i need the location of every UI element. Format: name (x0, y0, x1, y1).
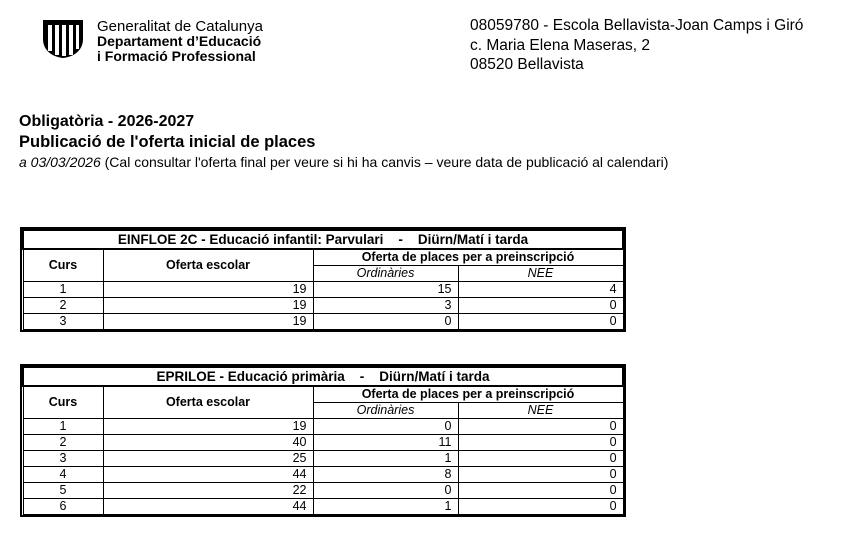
organization-name (97, 19, 263, 64)
cell-nee: 0 (458, 419, 623, 435)
cell-nee: 0 (458, 435, 623, 451)
col-oferta-header: Oferta escolar (103, 249, 313, 282)
note-date: a 03/03/2026 (19, 154, 101, 170)
cell-oferta: 40 (103, 435, 313, 451)
cell-oferta: 19 (103, 282, 313, 298)
col-ordinaries-header: Ordinàries (313, 266, 458, 282)
table-row (23, 499, 623, 515)
cell-oferta: 22 (103, 483, 313, 499)
table-title: EINFLOE 2C - Educació infantil: Parvulari - Diürn/Matí i tarda (23, 230, 623, 249)
cell-curs: 1 (23, 419, 103, 435)
col-nee-header: NEE (458, 266, 623, 282)
cell-curs: 2 (23, 435, 103, 451)
address-line-1: 08059780 - Escola Bellavista-Joan Camps i Giró (470, 17, 804, 34)
cell-curs: 4 (23, 467, 103, 483)
cell-nee: 0 (458, 483, 623, 499)
col-nee-header: NEE (458, 403, 623, 419)
cell-ordinaries: 3 (313, 298, 458, 314)
col-curs-header: Curs (23, 249, 103, 282)
school-address (470, 16, 803, 75)
address-line-3: 08520 Bellavista (470, 56, 584, 73)
table-einfloe (22, 229, 624, 330)
cell-nee: 0 (458, 298, 623, 314)
cell-nee: 0 (458, 499, 623, 515)
table-row (23, 314, 623, 330)
table-row (23, 282, 623, 298)
org-line-1: Generalitat de Catalunya (97, 18, 263, 35)
cell-nee: 4 (458, 282, 623, 298)
cell-ordinaries: 15 (313, 282, 458, 298)
note-text: (Cal consultar l'oferta final per veure si hi ha canvis – veure data de publicació al calendari) (100, 154, 669, 170)
cell-nee: 0 (458, 467, 623, 483)
table-row (23, 435, 623, 451)
cell-curs: 3 (23, 314, 103, 330)
cell-curs: 1 (23, 282, 103, 298)
cell-curs: 6 (23, 499, 103, 515)
table-epriloe (22, 366, 624, 515)
col-oferta-header: Oferta escolar (103, 386, 313, 419)
col-places-header: Oferta de places per a preinscripció (313, 386, 623, 403)
cell-ordinaries: 11 (313, 435, 458, 451)
table-row (23, 451, 623, 467)
cell-ordinaries: 1 (313, 451, 458, 467)
publication-note (19, 153, 668, 171)
document-heading (19, 112, 668, 171)
address-line-2: c. Maria Elena Maseras, 2 (470, 36, 651, 54)
page-subtitle: Publicació de l'oferta inicial de places (19, 133, 316, 151)
col-ordinaries-header: Ordinàries (313, 403, 458, 419)
cell-curs: 5 (23, 483, 103, 499)
org-line-2: Departament d’Educació (97, 33, 262, 49)
cell-nee: 0 (458, 314, 623, 330)
cell-oferta: 44 (103, 467, 313, 483)
table-title: EPRILOE - Educació primària - Diürn/Matí i tarda (23, 367, 623, 386)
cell-oferta: 44 (103, 499, 313, 515)
cell-ordinaries: 0 (313, 419, 458, 435)
cell-oferta: 19 (103, 314, 313, 330)
cell-ordinaries: 0 (313, 483, 458, 499)
cell-oferta: 25 (103, 451, 313, 467)
table-row (23, 419, 623, 435)
cell-ordinaries: 1 (313, 499, 458, 515)
org-line-3: i Formació Professional (97, 48, 256, 64)
cell-oferta: 19 (103, 298, 313, 314)
cell-ordinaries: 0 (313, 314, 458, 330)
cell-nee: 0 (458, 451, 623, 467)
cell-curs: 3 (23, 451, 103, 467)
col-places-header: Oferta de places per a preinscripció (313, 249, 623, 266)
table-row (23, 298, 623, 314)
table-row (23, 483, 623, 499)
page-title: Obligatòria - 2026-2027 (19, 113, 195, 130)
cell-oferta: 19 (103, 419, 313, 435)
table-row (23, 467, 623, 483)
generalitat-logo-icon (37, 17, 89, 59)
cell-curs: 2 (23, 298, 103, 314)
cell-ordinaries: 8 (313, 467, 458, 483)
col-curs-header: Curs (23, 386, 103, 419)
